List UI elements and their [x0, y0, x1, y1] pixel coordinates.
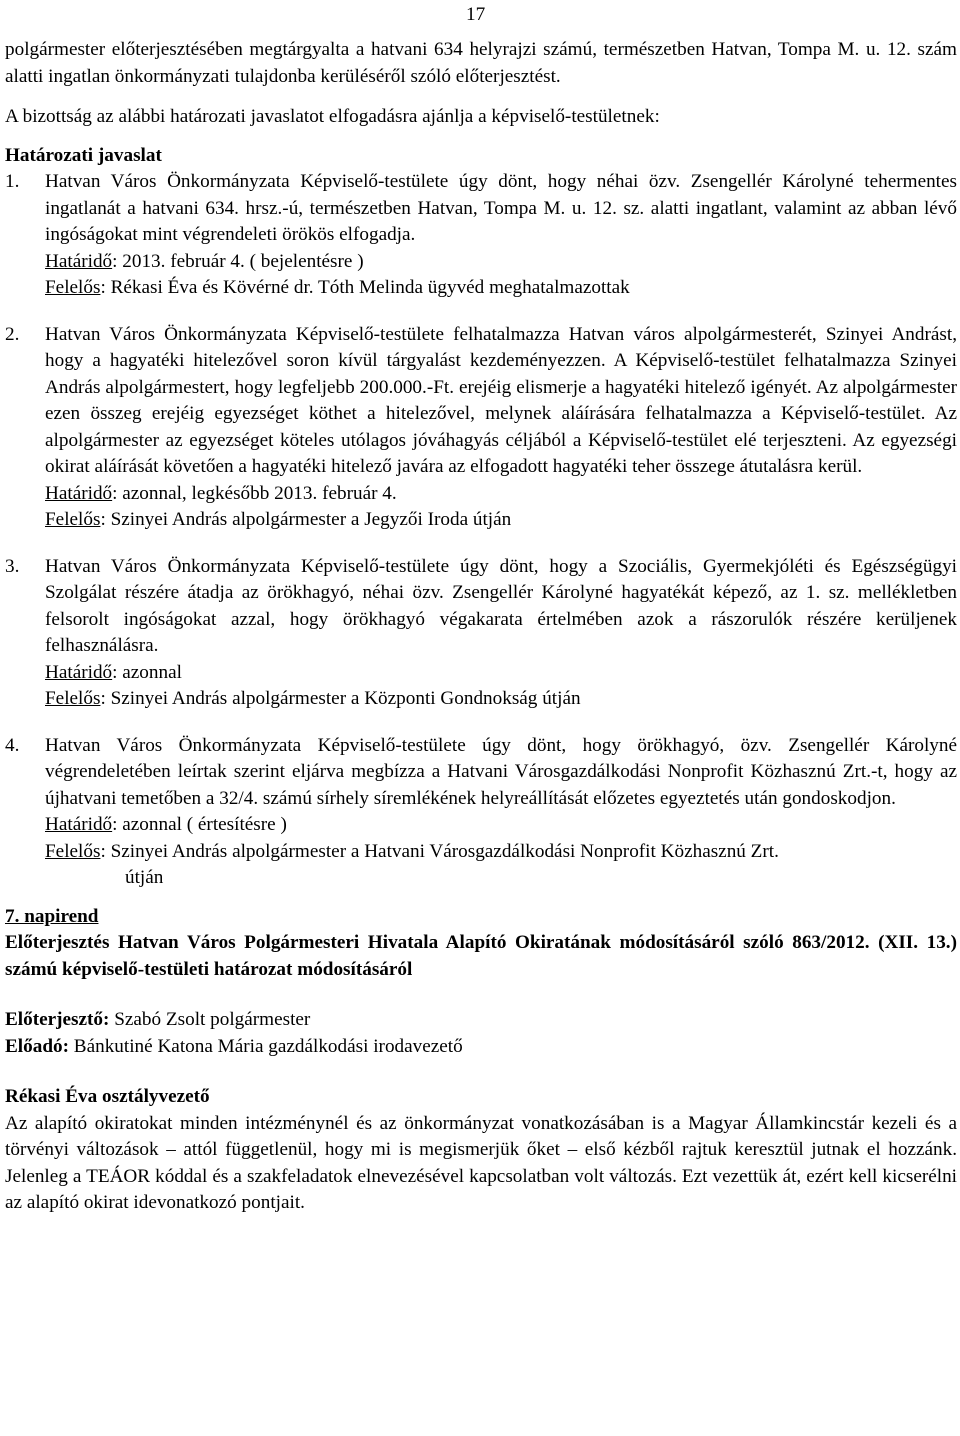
item-number: 2.: [5, 323, 20, 345]
item-responsible: [45, 686, 957, 713]
presenter-line: [5, 1007, 957, 1034]
item-deadline: [45, 249, 957, 276]
responsible-label: Felelős: [45, 509, 101, 530]
deadline-label: Határidő: [45, 661, 113, 683]
committee-recommendation: A bizottság az alábbi határozati javaslatot elfogadásra ajánlja a képviselő-testületnek:: [5, 106, 660, 127]
responsible-label: Felelős: [45, 840, 101, 862]
item-body: [45, 169, 957, 302]
item-responsible: [45, 507, 957, 534]
agenda-title: Előterjesztés Hatvan Város Polgármesteri Hivatala Alapító Okiratának módosításáról szóló 863/2012. (XII. 13.) számú képviselő-testületi határozat módosításáról: [5, 932, 957, 980]
speech-text: Az alapító okiratokat minden intézménynél és az önkormányzat vonatkozásában is a Magyar Államkincstár kezeli és a törvényi változások – attól függetlenül, hogy mi is megismerjük őket – első kézből rajtuk keresztül jutnak el hozzánk. Jelenleg a TEÁOR kóddal és a szakfeladatok elnevezésével kapcsolatban volt változás. Ezt vezettük át, ezért kell kicserélni az alapító okirat idevonatkozó pontjait.: [5, 1112, 957, 1213]
item-text: Hatvan Város Önkormányzata Képviselő-testülete úgy dönt, hogy örökhagyó, özv. Zsengellér Károlyné végrendeletében leírtak szerint eljárva megbízza a Hatvani Városgazdálkodási Nonprofit Közhasznú Zrt.-t, hogy az újhatvani temetőben a 32/4. számú sírhely síremlékének helyreállítását előzetes egyeztetés után gondoskodjon.: [45, 734, 957, 809]
responsible-label: Felelős: [45, 277, 101, 298]
speech-speaker: Rékasi Éva osztályvezető: [5, 1086, 210, 1107]
resolution-item: [5, 554, 957, 713]
responsible-continuation: útján: [125, 867, 164, 888]
resolution-item: [5, 733, 957, 892]
item-number: 3.: [5, 555, 20, 577]
deadline-value: : 2013. február 4. ( bejelentésre ): [112, 250, 364, 272]
speaker-value: Bánkutiné Katona Mária gazdálkodási irodavezető: [68, 1035, 463, 1057]
item-responsible: [45, 275, 957, 302]
responsible-value: : Szinyei András alpolgármester a Központi Gondnokság útján: [100, 688, 581, 709]
item-text: Hatvan Város Önkormányzata Képviselő-testülete úgy dönt, hogy a Szociális, Gyermekjóléti és Egészségügyi Szolgálat részére átadja az örökhagyó, néhai özv. Zsengellér Károlyné hagyatékát képező, az 1. sz. mellékletben felsorolt ingóságokat azzal, hogy örökhagyó végakarata értelmében azok a rászorulók részére kerüljenek felhasználásra.: [45, 555, 957, 656]
resolution-item: [5, 322, 957, 534]
deadline-label: Határidő: [45, 250, 113, 272]
item-text: Hatvan Város Önkormányzata Képviselő-testülete felhatalmazza Hatvan város alpolgármesterét, Szinyei Andrást, hogy a hagyatéki hitelezővel soron kívül tárgyalást kezdeményezzen. A Képviselő-testület felhatalmazza Szinyei András alpolgármestert, hogy legfeljebb 200.000.-Ft. erejéig elismerje a hagyatéki hitelező igényét. Az alpolgármester ezen összeg erejéig egyezséget köthet a hitelezővel, melynek aláírására felhatalmazza a Képviselő-testület. Az alpolgármester az egyezséget köteles utólagos jóváhagyás céljából a Képviselő-testület elé terjeszteni. Az egyezségi okirat aláírását követően a hagyatéki hitelező javára az elfogadott hagyatéki teher összege átutalásra kerül.: [45, 323, 957, 477]
item-deadline: [45, 812, 957, 839]
item-body: [45, 733, 957, 892]
item-number: 4.: [5, 734, 20, 756]
responsible-value: : Rékasi Éva és Kövérné dr. Tóth Melinda ügyvéd meghatalmazottak: [100, 277, 630, 298]
resolution-item: [5, 169, 957, 302]
item-body: [45, 322, 957, 534]
agenda-label: 7. napirend: [5, 905, 99, 927]
item-deadline: [45, 481, 957, 508]
item-responsible: [45, 839, 957, 866]
item-deadline: [45, 660, 957, 687]
proposal-heading: Határozati javaslat: [5, 144, 162, 166]
page-number: 17: [466, 4, 486, 25]
document-body: [5, 37, 957, 1217]
item-body: [45, 554, 957, 713]
speaker-line: [5, 1034, 957, 1061]
intro-paragraph: polgármester előterjesztésében megtárgyalta a hatvani 634 helyrajzi számú, természetben Hatvan, Tompa M. u. 12. szám alatti ingatlan önkormányzati tulajdonba kerüléséről szóló előterjesztést.: [5, 39, 957, 87]
item-number: 1.: [5, 171, 20, 192]
item-text: Hatvan Város Önkormányzata Képviselő-testülete úgy dönt, hogy néhai özv. Zsengellér Károlyné tehermentes ingatlanát a hatvani 634. hrsz.-ú, természetben Hatvan, Tompa M. u. 12. sz. alatti ingatlant, valamint az abban lévő ingóságokat mint végrendeleti örökös elfogadja.: [45, 171, 957, 245]
deadline-value: : azonnal: [112, 661, 182, 683]
responsible-value: : Szinyei András alpolgármester a Jegyzői Iroda útján: [100, 509, 512, 530]
presenter-value: Szabó Zsolt polgármester: [109, 1009, 311, 1030]
deadline-value: : azonnal, legkésőbb 2013. február 4.: [112, 482, 397, 504]
responsible-label: Felelős: [45, 688, 101, 709]
deadline-label: Határidő: [45, 814, 113, 835]
deadline-label: Határidő: [45, 482, 113, 504]
responsible-value: : Szinyei András alpolgármester a Hatvani Városgazdálkodási Nonprofit Közhasznú Zrt.: [100, 840, 779, 862]
presenter-label: Előterjesztő:: [5, 1009, 110, 1030]
resolution-items: [5, 169, 957, 892]
speaker-label: Előadó:: [5, 1035, 69, 1057]
deadline-value: : azonnal ( értesítésre ): [112, 814, 287, 835]
